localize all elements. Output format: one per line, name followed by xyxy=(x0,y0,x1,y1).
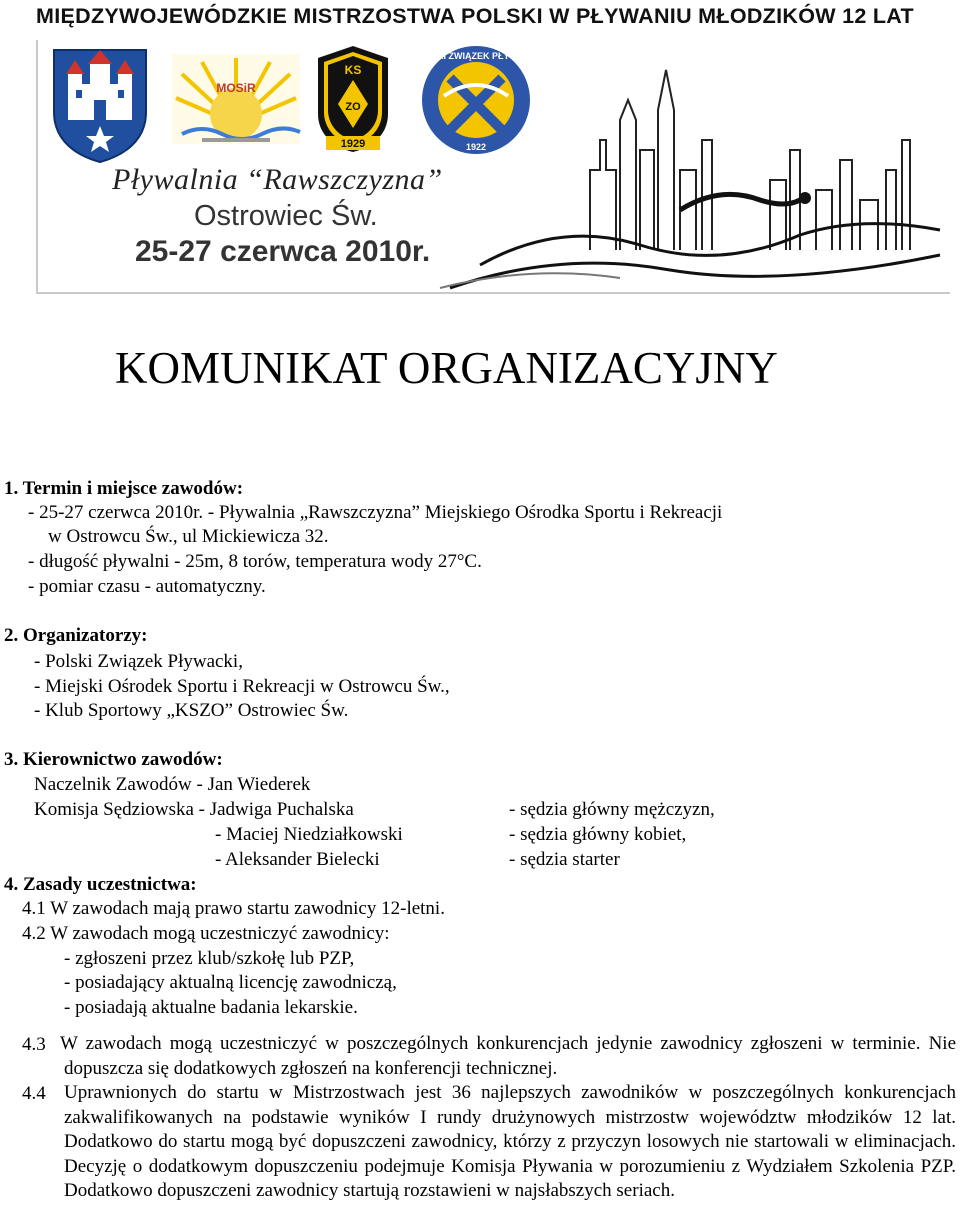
section-1-heading: 1. Termin i miejsce zawodów: xyxy=(4,478,244,499)
pool-name-text: Pływalnia “Rawszczyzna” xyxy=(112,163,443,196)
judge-1-role: - sędzia główny mężczyzn, xyxy=(509,799,715,820)
rule-4-4-number: 4.4 xyxy=(22,1083,46,1104)
section-1-line-3: - długość pływalni - 25m, 8 torów, temperatura wody 27°C. xyxy=(28,551,482,572)
rule-4-3-text: W zawodach mogą uczestniczyć w poszczególnych konkurencjach jedynie zawodnicy zgłoszeni w terminie. Nie dopuszcza się dodatkowych zgłoszeń na konferencji technicznej. xyxy=(60,1033,956,1079)
rule-4-2: 4.2 W zawodach mogą uczestniczyć zawodnicy: xyxy=(22,923,390,944)
section-2-heading xyxy=(4,625,148,647)
judge-3-role: - sędzia starter xyxy=(509,849,620,870)
ostrowiec-coat-of-arms-logo xyxy=(50,46,150,164)
judge-2-name: - Maciej Niedziałkowski xyxy=(215,824,403,845)
event-date-text: 25-27 czerwca 2010r. xyxy=(135,235,431,268)
kszo-year-text: 1929 xyxy=(340,138,366,150)
kszo-ks-text: KS xyxy=(344,63,362,77)
rule-4-2-item-2: - posiadający aktualną licencję zawodniczą, xyxy=(64,972,397,993)
section-1-line-4: - pomiar czasu - automatyczny. xyxy=(28,576,266,597)
section-3-heading: 3. Kierownictwo zawodów: xyxy=(4,749,223,770)
section-1-line-1: - 25-27 czerwca 2010r. - Pływalnia „Rawszczyzna” Miejskiego Ośrodka Sportu i Rekreacji xyxy=(28,502,723,523)
kszo-zo-text: ZO xyxy=(345,101,361,113)
rule-4-4-text: Uprawnionych do startu w Mistrzostwach jest 36 najlepszych zawodników w poszczególnych konkurencjach zakwalifikowanych na podstawie wyników I rundy drużynowych mistrzostw województw młodzików 12 lat. Dodatkowo do startu mogą być dopuszczeni zawodnicy, którzy z przyczyn losowych nie startowali w eliminacjach. Decyzję o dodatkowym dopuszczeniu podejmuje Komisja Pływania w porozumieniu z Wydziałem Szkolenia PZP. Dodatkowo dopuszczeni zawodnicy startują rozstawieni w najsłabszych seriach. xyxy=(64,1082,956,1201)
event-banner xyxy=(0,0,960,300)
rule-4-3-number: 4.3 xyxy=(22,1034,46,1055)
section-2-line-3: - Klub Sportowy „KSZO” Ostrowiec Św. xyxy=(34,700,349,721)
pzp-year-text: 1922 xyxy=(465,142,487,152)
section-2-line-1: - Polski Związek Pływacki, xyxy=(34,651,243,672)
judge-2-role: - sędzia główny kobiet, xyxy=(509,824,687,845)
section-2-line-2: - Miejski Ośrodek Sportu i Rekreacji w Ostrowcu Św., xyxy=(34,676,450,697)
judges-committee-label: Komisja Sędziowska - Jadwiga Puchalska xyxy=(34,799,354,820)
section-2-heading-text: 2. Organizatorzy: xyxy=(4,625,148,646)
banner-title: MIĘDZYWOJEWÓDZKIE MISTRZOSTWA POLSKI W PŁYWANIU MŁODZIKÓW 12 LAT xyxy=(36,4,914,28)
rule-4-1: 4.1 W zawodach mają prawo startu zawodnicy 12-letni. xyxy=(22,898,445,919)
kszo-club-logo xyxy=(314,44,392,154)
rule-4-2-item-1: - zgłoszeni przez klub/szkołę lub PZP, xyxy=(64,948,355,969)
mosir-logo-text: MOSiR xyxy=(216,81,256,95)
section-4-heading: 4. Zasady uczestnictwa: xyxy=(4,874,197,895)
skyline-swimmer-illustration xyxy=(440,50,950,295)
pzp-ring-text: POLSKI ZWIĄZEK PŁYWACKI xyxy=(412,51,540,61)
document-title: KOMUNIKAT ORGANIZACYJNY xyxy=(115,343,778,393)
rule-4-2-item-3: - posiadają aktualne badania lekarskie. xyxy=(64,997,358,1018)
city-name-text: Ostrowiec Św. xyxy=(194,200,378,232)
competition-chief: Naczelnik Zawodów - Jan Wiederek xyxy=(34,774,311,795)
section-1-line-2: w Ostrowcu Św., ul Mickiewicza 32. xyxy=(48,526,329,547)
mosir-logo xyxy=(172,54,300,144)
judge-3-name: - Aleksander Bielecki xyxy=(215,849,380,870)
